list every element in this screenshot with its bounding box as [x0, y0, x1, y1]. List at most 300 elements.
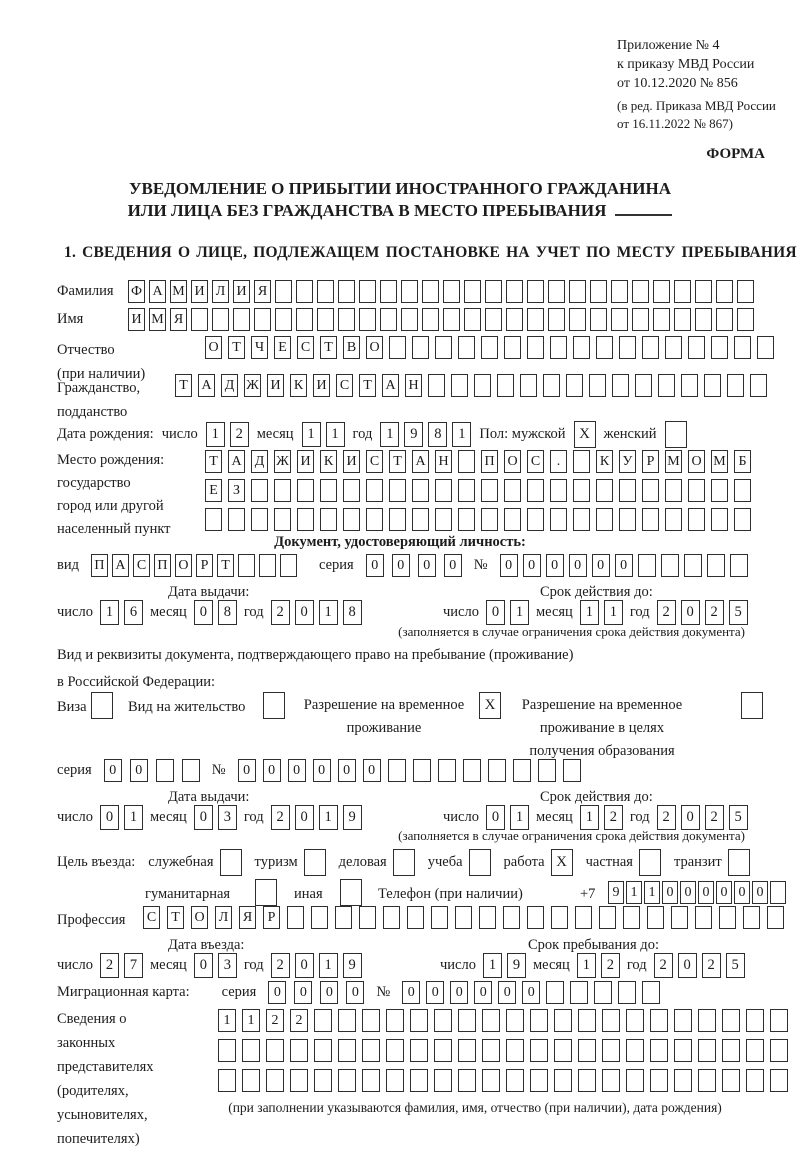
- purpose-humanitarian-label: гуманитарная: [145, 886, 231, 902]
- identity-valid-date: [443, 600, 748, 625]
- char-cell: С: [297, 336, 314, 359]
- char-cell: 1: [580, 805, 599, 830]
- visit-purpose-row: [57, 849, 750, 876]
- section1-heading: 1. СВЕДЕНИЯ О ЛИЦЕ, ПОДЛЕЖАЩЕМ ПОСТАНОВКЕ НА УЧЕТ ПО МЕСТУ ПРЕБЫВАНИЯ: [64, 244, 797, 261]
- char-cell: [481, 336, 498, 359]
- char-cell: 0: [546, 554, 564, 577]
- char-cell: [674, 280, 691, 303]
- char-cell: [228, 508, 245, 531]
- day-label: число: [57, 957, 93, 973]
- char-cell: [698, 1009, 716, 1032]
- year-label: год: [352, 426, 373, 442]
- char-cell: [596, 336, 613, 359]
- char-cell: 0: [681, 600, 700, 625]
- char-cell: 1: [604, 600, 623, 625]
- char-cell: Р: [263, 906, 280, 929]
- identity-valid-day: [486, 600, 529, 625]
- purpose-other-label: иная: [294, 886, 323, 902]
- char-cell: Д: [221, 374, 238, 397]
- char-cell: [506, 1009, 524, 1032]
- migration-card-row: [57, 981, 660, 1004]
- char-cell: 0: [662, 881, 678, 904]
- identity-valid-caption: Срок действия до:: [540, 584, 653, 600]
- char-cell: 0: [426, 981, 444, 1004]
- char-cell: [488, 759, 506, 782]
- day-label: число: [57, 809, 93, 825]
- char-cell: 0: [450, 981, 468, 1004]
- char-cell: [259, 554, 276, 577]
- char-cell: [665, 421, 687, 448]
- identity-issue-month: [194, 600, 237, 625]
- char-cell: [401, 280, 418, 303]
- char-cell: 0: [288, 759, 306, 782]
- char-cell: [338, 1039, 356, 1062]
- char-cell: Е: [274, 336, 291, 359]
- patronymic-label: Отчество (при наличии): [57, 342, 146, 382]
- char-cell: 9: [404, 422, 423, 447]
- birth-place-cells: [205, 447, 751, 531]
- char-cell: [314, 1069, 332, 1092]
- char-cell: [482, 1069, 500, 1092]
- char-cell: 0: [294, 981, 312, 1004]
- char-cell: 9: [343, 805, 362, 830]
- char-cell: Т: [175, 374, 192, 397]
- char-cell: О: [366, 336, 383, 359]
- identity-issue-date: [57, 600, 362, 625]
- char-cell: 1: [626, 881, 642, 904]
- char-cell: [506, 1069, 524, 1092]
- identity-issue-year: [271, 600, 362, 625]
- char-cell: 0: [100, 805, 119, 830]
- char-cell: [481, 479, 498, 502]
- char-cell: [530, 1009, 548, 1032]
- char-cell: [412, 479, 429, 502]
- month-label: месяц: [535, 809, 573, 825]
- char-cell: 0: [716, 881, 732, 904]
- char-cell: [251, 479, 268, 502]
- char-cell: 2: [290, 1009, 308, 1032]
- char-cell: [388, 759, 406, 782]
- char-cell: 1: [319, 953, 338, 978]
- birth-date-label: Дата рождения:: [57, 426, 154, 442]
- char-cell: [671, 906, 688, 929]
- char-cell: 0: [698, 881, 714, 904]
- citizenship-row: [57, 374, 767, 424]
- char-cell: [770, 1069, 788, 1092]
- char-cell: [650, 1009, 668, 1032]
- char-cell: 2: [705, 805, 724, 830]
- month-label: месяц: [532, 957, 570, 973]
- char-cell: [238, 554, 255, 577]
- char-cell: Т: [389, 450, 406, 473]
- char-cell: О: [175, 554, 192, 577]
- char-cell: К: [596, 450, 613, 473]
- char-cell: 0: [263, 759, 281, 782]
- char-cell: [412, 508, 429, 531]
- char-cell: 0: [444, 554, 462, 577]
- char-cell: [650, 1069, 668, 1092]
- char-cell: Р: [196, 554, 213, 577]
- char-cell: [287, 906, 304, 929]
- representatives-note: (при заполнении указываются фамилия, имя, отчество (при наличии), дата рождения): [228, 1100, 722, 1115]
- char-cell: 0: [295, 600, 314, 625]
- char-cell: [435, 479, 452, 502]
- char-cell: 0: [752, 881, 768, 904]
- char-cell: [482, 1039, 500, 1062]
- char-cell: 2: [657, 805, 676, 830]
- identity-doc-heading: Документ, удостоверяющий личность:: [274, 534, 526, 550]
- char-cell: [233, 308, 250, 331]
- char-cell: О: [191, 906, 208, 929]
- char-cell: Ж: [244, 374, 261, 397]
- representatives-block: [57, 1005, 788, 1151]
- char-cell: [658, 374, 675, 397]
- identity-kind-label: вид: [57, 557, 79, 573]
- char-cell: [594, 981, 612, 1004]
- char-cell: [297, 479, 314, 502]
- char-cell: 1: [483, 953, 502, 978]
- char-cell: 0: [346, 981, 364, 1004]
- birth-place-label: Место рождения: государство город или другой населенный пункт: [57, 452, 171, 537]
- char-cell: [485, 308, 502, 331]
- char-cell: X: [479, 692, 501, 719]
- char-cell: [632, 308, 649, 331]
- char-cell: 8: [218, 600, 237, 625]
- char-cell: [275, 308, 292, 331]
- char-cell: [343, 479, 360, 502]
- purpose-option: деловая: [339, 849, 415, 876]
- char-cell: [639, 849, 661, 876]
- char-cell: [503, 906, 520, 929]
- char-cell: 6: [124, 600, 143, 625]
- identity-issue-caption: Дата выдачи:: [168, 584, 250, 600]
- char-cell: [707, 554, 725, 577]
- char-cell: [770, 881, 786, 904]
- char-cell: 1: [319, 600, 338, 625]
- char-cell: 2: [230, 422, 249, 447]
- char-cell: [618, 981, 636, 1004]
- char-cell: [410, 1069, 428, 1092]
- char-cell: [266, 1069, 284, 1092]
- char-cell: [412, 336, 429, 359]
- char-cell: [485, 280, 502, 303]
- char-cell: [479, 906, 496, 929]
- char-cell: [548, 308, 565, 331]
- residence-intro1: Вид и реквизиты документа, подтверждающего право на пребывание (проживание): [57, 647, 574, 663]
- char-cell: 2: [100, 953, 119, 978]
- char-cell: [428, 374, 445, 397]
- birth-place-row3: [205, 508, 751, 531]
- char-cell: [665, 508, 682, 531]
- char-cell: 0: [363, 759, 381, 782]
- char-cell: [590, 280, 607, 303]
- char-cell: [550, 336, 567, 359]
- char-cell: [340, 879, 362, 906]
- char-cell: [458, 1069, 476, 1092]
- char-cell: 1: [302, 422, 321, 447]
- char-cell: 2: [271, 805, 290, 830]
- char-cell: [722, 1009, 740, 1032]
- char-cell: [737, 308, 754, 331]
- purpose-option: транзит: [674, 849, 750, 876]
- month-label: месяц: [149, 957, 187, 973]
- residence-valid-caption: Срок действия до:: [540, 789, 653, 805]
- char-cell: [320, 479, 337, 502]
- purpose-checkbox: [304, 849, 326, 876]
- char-cell: [681, 374, 698, 397]
- day-label: число: [57, 604, 93, 620]
- char-cell: [527, 336, 544, 359]
- char-cell: [642, 508, 659, 531]
- char-cell: 0: [498, 981, 516, 1004]
- annex-line: (в ред. Приказа МВД России: [617, 98, 776, 113]
- visit-purpose-label: Цель въезда:: [57, 854, 136, 870]
- annex-line: от 16.11.2022 № 867): [617, 116, 734, 131]
- char-cell: [653, 280, 670, 303]
- char-cell: О: [205, 336, 222, 359]
- year-label: год: [243, 809, 264, 825]
- char-cell: [251, 508, 268, 531]
- residence-permit-checkbox: [263, 692, 285, 719]
- char-cell: [386, 1009, 404, 1032]
- residence-number-label: №: [211, 762, 226, 778]
- char-cell: 5: [726, 953, 745, 978]
- char-cell: [443, 280, 460, 303]
- char-cell: [431, 906, 448, 929]
- char-cell: [481, 508, 498, 531]
- purpose-other-checkbox: [340, 879, 362, 906]
- residence-valid-note: (заполняется в случае ограничения срока действия документа): [398, 828, 745, 843]
- char-cell: И: [343, 450, 360, 473]
- phone-cells: [608, 881, 786, 904]
- char-cell: А: [198, 374, 215, 397]
- char-cell: 0: [130, 759, 148, 782]
- residence-number-cells: [238, 759, 581, 782]
- char-cell: [380, 280, 397, 303]
- char-cell: [338, 1009, 356, 1032]
- char-cell: 2: [271, 953, 290, 978]
- name-label: Имя: [57, 311, 84, 327]
- purpose-checkbox: [469, 849, 491, 876]
- phone-prefix: +7: [580, 886, 596, 902]
- char-cell: И: [191, 280, 208, 303]
- char-cell: [543, 374, 560, 397]
- char-cell: [463, 759, 481, 782]
- char-cell: [393, 849, 415, 876]
- char-cell: 1: [100, 600, 119, 625]
- identity-number-label: №: [473, 557, 488, 573]
- char-cell: [254, 308, 271, 331]
- year-label: год: [629, 604, 650, 620]
- char-cell: [688, 336, 705, 359]
- entry-year: [271, 953, 362, 978]
- migration-number-label: №: [376, 984, 391, 1000]
- identity-valid-note: (заполняется в случае ограничения срока действия документа): [398, 624, 745, 639]
- char-cell: А: [149, 280, 166, 303]
- char-cell: [218, 1039, 236, 1062]
- char-cell: [504, 479, 521, 502]
- identity-issue-day: [100, 600, 143, 625]
- char-cell: 1: [580, 600, 599, 625]
- char-cell: [464, 308, 481, 331]
- char-cell: [569, 308, 586, 331]
- residence-issue-date: [57, 805, 362, 830]
- char-cell: 0: [523, 554, 541, 577]
- annex-line: к приказу МВД России: [617, 57, 755, 72]
- char-cell: [573, 508, 590, 531]
- identity-doc-row: [57, 554, 748, 577]
- name-cells: [128, 308, 754, 331]
- char-cell: 0: [680, 881, 696, 904]
- char-cell: [506, 280, 523, 303]
- forma-label: ФОРМА: [706, 146, 765, 162]
- month-label: месяц: [149, 604, 187, 620]
- char-cell: Р: [642, 450, 659, 473]
- surname-cells: [128, 280, 754, 303]
- char-cell: 1: [206, 422, 225, 447]
- char-cell: [698, 1039, 716, 1062]
- birth-date-row: [57, 421, 687, 448]
- identity-valid-year: [657, 600, 748, 625]
- residence-series-label: серия: [57, 762, 92, 778]
- char-cell: [422, 280, 439, 303]
- char-cell: [458, 450, 475, 473]
- char-cell: [546, 981, 564, 1004]
- char-cell: [343, 508, 360, 531]
- identity-kind-cells: [91, 554, 297, 577]
- char-cell: [719, 906, 736, 929]
- char-cell: [527, 906, 544, 929]
- birth-place-row1: [205, 450, 751, 473]
- char-cell: [611, 280, 628, 303]
- stay-year: [654, 953, 745, 978]
- char-cell: [684, 554, 702, 577]
- char-cell: 0: [592, 554, 610, 577]
- char-cell: [619, 336, 636, 359]
- char-cell: 3: [218, 953, 237, 978]
- char-cell: Ж: [274, 450, 291, 473]
- char-cell: [642, 981, 660, 1004]
- char-cell: [458, 1039, 476, 1062]
- stay-month: [577, 953, 620, 978]
- char-cell: [401, 308, 418, 331]
- representatives-row3: [218, 1069, 788, 1092]
- char-cell: 1: [124, 805, 143, 830]
- char-cell: [362, 1069, 380, 1092]
- char-cell: [317, 308, 334, 331]
- visa-checkbox: [91, 692, 113, 719]
- char-cell: 2: [604, 805, 623, 830]
- char-cell: 8: [428, 422, 447, 447]
- char-cell: [551, 906, 568, 929]
- char-cell: 1: [218, 1009, 236, 1032]
- blank-underline: [615, 211, 672, 216]
- char-cell: [513, 759, 531, 782]
- char-cell: Т: [359, 374, 376, 397]
- char-cell: [497, 374, 514, 397]
- char-cell: [434, 1039, 452, 1062]
- char-cell: [362, 1039, 380, 1062]
- char-cell: 0: [238, 759, 256, 782]
- char-cell: [274, 508, 291, 531]
- char-cell: 0: [194, 805, 213, 830]
- char-cell: 2: [654, 953, 673, 978]
- residence-series-cells: [104, 759, 200, 782]
- char-cell: Е: [205, 479, 222, 502]
- char-cell: С: [527, 450, 544, 473]
- char-cell: [626, 1039, 644, 1062]
- char-cell: [506, 1039, 524, 1062]
- char-cell: [722, 1069, 740, 1092]
- char-cell: [266, 1039, 284, 1062]
- char-cell: [548, 280, 565, 303]
- char-cell: [338, 1069, 356, 1092]
- char-cell: 3: [218, 805, 237, 830]
- char-cell: [218, 1069, 236, 1092]
- char-cell: И: [233, 280, 250, 303]
- char-cell: [632, 280, 649, 303]
- birth-day-cells: [206, 422, 249, 447]
- char-cell: [746, 1069, 764, 1092]
- char-cell: [458, 479, 475, 502]
- annex-line: от 10.12.2020 № 856: [617, 76, 738, 91]
- char-cell: [650, 1039, 668, 1062]
- char-cell: [734, 508, 751, 531]
- birth-month-cells: [302, 422, 345, 447]
- char-cell: [661, 554, 679, 577]
- char-cell: 0: [194, 600, 213, 625]
- char-cell: [290, 1039, 308, 1062]
- char-cell: [156, 759, 174, 782]
- char-cell: 1: [380, 422, 399, 447]
- char-cell: [362, 1009, 380, 1032]
- residence-issue-day: [100, 805, 143, 830]
- char-cell: [335, 906, 352, 929]
- char-cell: О: [688, 450, 705, 473]
- char-cell: [653, 308, 670, 331]
- char-cell: [578, 1069, 596, 1092]
- char-cell: 1: [319, 805, 338, 830]
- char-cell: Т: [205, 450, 222, 473]
- month-label: месяц: [256, 426, 294, 442]
- char-cell: [407, 906, 424, 929]
- char-cell: [602, 1009, 620, 1032]
- char-cell: [380, 308, 397, 331]
- char-cell: [317, 280, 334, 303]
- char-cell: О: [504, 450, 521, 473]
- patronymic-cells: [205, 336, 774, 359]
- char-cell: П: [91, 554, 108, 577]
- char-cell: С: [133, 554, 150, 577]
- char-cell: [458, 1009, 476, 1032]
- residence-issue-month: [194, 805, 237, 830]
- char-cell: 1: [510, 600, 529, 625]
- char-cell: [743, 906, 760, 929]
- identity-number-cells: [500, 554, 748, 577]
- edu-residence-permit-label: Разрешение на временное проживание в целях получения образования: [521, 697, 683, 759]
- char-cell: 8: [343, 600, 362, 625]
- month-label: месяц: [149, 809, 187, 825]
- char-cell: 9: [343, 953, 362, 978]
- char-cell: [212, 308, 229, 331]
- stay-until-date: [440, 953, 745, 978]
- char-cell: [438, 759, 456, 782]
- sex-male-checkbox: [574, 421, 596, 448]
- char-cell: М: [665, 450, 682, 473]
- entry-date-caption: Дата въезда:: [168, 937, 245, 953]
- purpose-option: служебная: [148, 849, 241, 876]
- char-cell: [220, 849, 242, 876]
